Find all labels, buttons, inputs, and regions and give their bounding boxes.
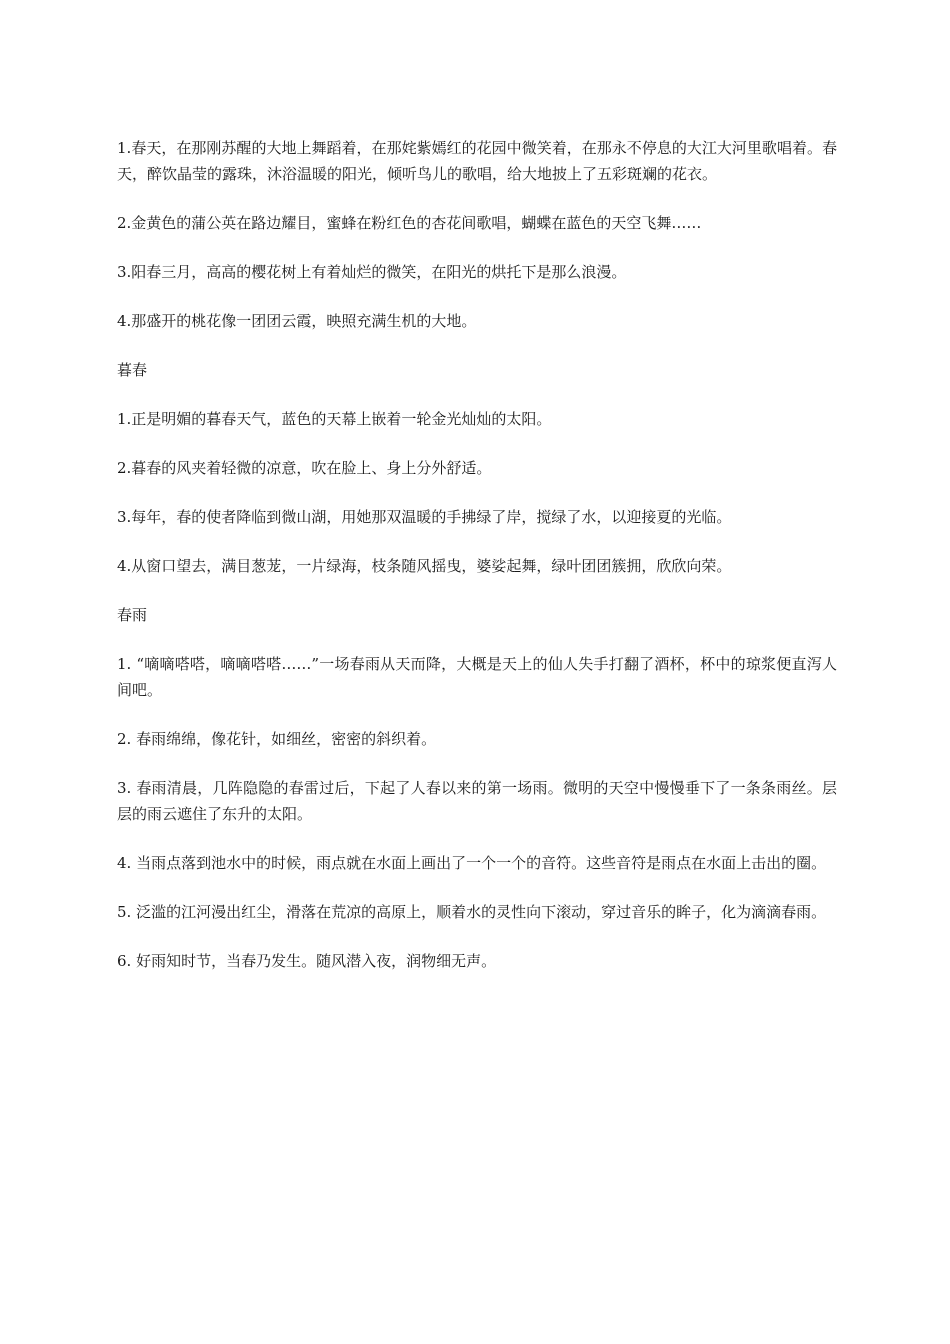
spring-rain-paragraph-5: 5. 泛滥的江河漫出红尘，滑落在荒凉的高原上，顺着水的灵性向下滚动，穿过音乐的眸子，化为滴滴春雨。 <box>117 903 827 921</box>
intro-paragraph-3: 3.阳春三月，高高的樱花树上有着灿烂的微笑，在阳光的烘托下是那么浪漫。 <box>117 263 627 281</box>
intro-paragraph-2: 2.金黄色的蒲公英在路边耀目，蜜蜂在粉红色的杏花间歌唱，蝴蝶在蓝色的天空飞舞…… <box>117 214 702 232</box>
spring-rain-paragraph-3: 3. 春雨清晨，几阵隐隐的春雷过后，下起了人春以来的第一场雨。微明的天空中慢慢垂下了一条条雨丝。层层的雨云遮住了东升的太阳。 <box>117 779 837 823</box>
intro-paragraph-4: 4.那盛开的桃花像一团团云霞，映照充满生机的大地。 <box>117 312 477 330</box>
spring-rain-paragraph-6: 6. 好雨知时节，当春乃发生。随风潜入夜，润物细无声。 <box>117 952 497 970</box>
late-spring-heading: 暮春 <box>117 361 148 379</box>
intro-paragraph-1: 1.春天，在那刚苏醒的大地上舞蹈着，在那姹紫嫣红的花园中微笑着，在那永不停息的大江大河里歌唱着。春天，醉饮晶莹的露珠，沐浴温暖的阳光，倾听鸟儿的歌唱，给大地披上了五彩斑斓的花衣。 <box>117 139 837 183</box>
spring-rain-paragraph-4: 4. 当雨点落到池水中的时候，雨点就在水面上画出了一个一个的音符。这些音符是雨点在水面上击出的圈。 <box>117 854 827 872</box>
late-spring-paragraph-3: 3.每年，春的使者降临到微山湖，用她那双温暖的手拂绿了岸，搅绿了水，以迎接夏的光临。 <box>117 508 732 526</box>
late-spring-paragraph-1: 1.正是明媚的暮春天气，蓝色的天幕上嵌着一轮金光灿灿的太阳。 <box>117 410 552 428</box>
spring-rain-paragraph-1: 1. “嘀嘀嗒嗒，嘀嘀嗒嗒……”一场春雨从天而降，大概是天上的仙人失手打翻了酒杯，杯中的琼浆便直泻人间吧。 <box>117 655 837 699</box>
spring-rain-heading: 春雨 <box>117 606 148 624</box>
spring-rain-paragraph-2: 2. 春雨绵绵，像花针，如细丝，密密的斜织着。 <box>117 730 437 748</box>
document-page <box>117 135 837 997</box>
late-spring-paragraph-2: 2.暮春的风夹着轻微的凉意，吹在脸上、身上分外舒适。 <box>117 459 492 477</box>
late-spring-paragraph-4: 4.从窗口望去，满目葱茏，一片绿海，枝条随风摇曳，婆娑起舞，绿叶团团簇拥，欣欣向荣。 <box>117 557 732 575</box>
